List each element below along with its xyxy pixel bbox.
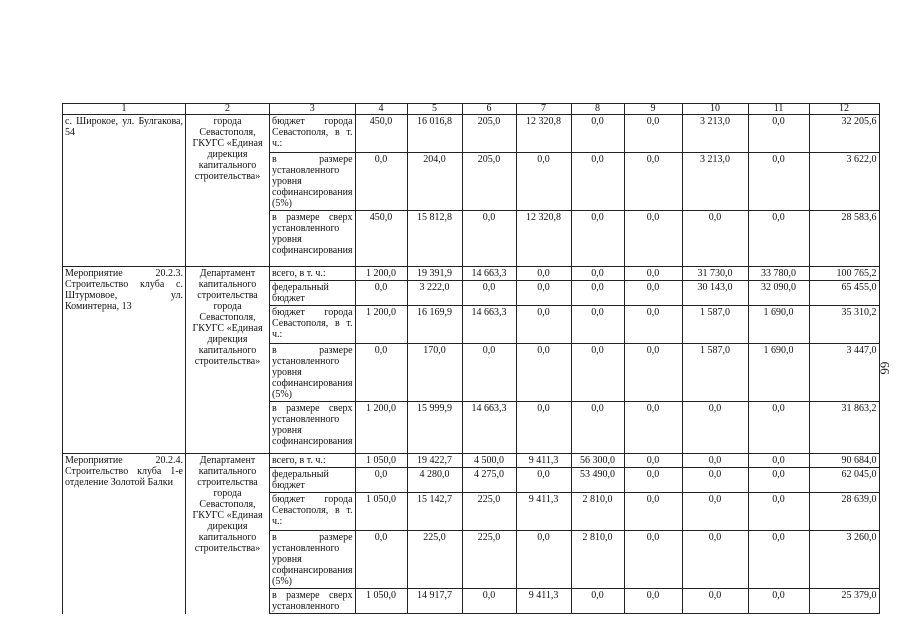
- column-header: 8: [571, 104, 624, 115]
- amount-cell: 0,0: [516, 306, 571, 344]
- table-row: [63, 454, 880, 468]
- amount-cell: 0,0: [571, 306, 624, 344]
- amount-cell: 3 213,0: [682, 153, 748, 211]
- event-name-cell: Мероприятие 20.2.3. Строительство клуба с. Штурмовое, ул. Коминтерна, 13: [63, 267, 186, 454]
- amount-cell: 450,0: [355, 115, 407, 153]
- header-row: [63, 104, 880, 115]
- amount-cell: 0,0: [571, 267, 624, 281]
- amount-cell: 1 200,0: [355, 267, 407, 281]
- amount-cell: 225,0: [462, 531, 516, 589]
- amount-cell: 14 663,3: [462, 402, 516, 454]
- amount-cell: 0,0: [571, 281, 624, 306]
- amount-cell: 3 622,0: [809, 153, 879, 211]
- amount-cell: 0,0: [748, 211, 809, 267]
- funding-source-cell: в размере сверх установленного уровня софинансирования: [270, 211, 356, 267]
- amount-cell: 0,0: [624, 115, 682, 153]
- event-name-cell: Мероприятие 20.2.4. Строительство клуба 1-е отделение Золотой Балки: [63, 454, 186, 614]
- amount-cell: 0,0: [355, 281, 407, 306]
- amount-cell: 0,0: [355, 531, 407, 589]
- amount-cell: 0,0: [682, 454, 748, 468]
- amount-cell: 9 411,3: [516, 589, 571, 614]
- amount-cell: 15 812,8: [407, 211, 462, 267]
- amount-cell: 14 917,7: [407, 589, 462, 614]
- funding-source-cell: в размере сверх установленного: [270, 589, 356, 614]
- amount-cell: 30 143,0: [682, 281, 748, 306]
- amount-cell: 31 863,2: [809, 402, 879, 454]
- executor-cell: Департамент капитального строительства города Севастополя, ГКУГС «Единая дирекция капитального строительства»: [186, 267, 270, 454]
- amount-cell: 4 275,0: [462, 468, 516, 493]
- amount-cell: 2 810,0: [571, 531, 624, 589]
- amount-cell: 19 391,9: [407, 267, 462, 281]
- amount-cell: 1 200,0: [355, 402, 407, 454]
- amount-cell: 0,0: [571, 115, 624, 153]
- amount-cell: 16 016,8: [407, 115, 462, 153]
- column-header: 9: [624, 104, 682, 115]
- amount-cell: 56 300,0: [571, 454, 624, 468]
- amount-cell: 0,0: [462, 344, 516, 402]
- amount-cell: 62 045,0: [809, 468, 879, 493]
- funding-source-cell: бюджет города Севастополя, в т. ч.:: [270, 115, 356, 153]
- funding-source-cell: всего, в т. ч.:: [270, 454, 356, 468]
- amount-cell: 32 205,6: [809, 115, 879, 153]
- amount-cell: 28 583,6: [809, 211, 879, 267]
- amount-cell: 0,0: [571, 211, 624, 267]
- amount-cell: 204,0: [407, 153, 462, 211]
- amount-cell: 12 320,8: [516, 115, 571, 153]
- amount-cell: 16 169,9: [407, 306, 462, 344]
- amount-cell: 1 200,0: [355, 306, 407, 344]
- amount-cell: 0,0: [624, 402, 682, 454]
- amount-cell: 9 411,3: [516, 454, 571, 468]
- column-header: 10: [682, 104, 748, 115]
- amount-cell: 100 765,2: [809, 267, 879, 281]
- amount-cell: 90 684,0: [809, 454, 879, 468]
- amount-cell: 65 455,0: [809, 281, 879, 306]
- amount-cell: 1 587,0: [682, 344, 748, 402]
- amount-cell: 14 663,3: [462, 306, 516, 344]
- amount-cell: 0,0: [516, 531, 571, 589]
- funding-source-cell: федеральный бюджет: [270, 281, 356, 306]
- amount-cell: 0,0: [748, 115, 809, 153]
- amount-cell: 53 490,0: [571, 468, 624, 493]
- amount-cell: 205,0: [462, 153, 516, 211]
- amount-cell: 0,0: [748, 589, 809, 614]
- funding-source-cell: в размере установленного уровня софинансирования (5%): [270, 531, 356, 589]
- column-header: 2: [186, 104, 270, 115]
- funding-source-cell: бюджет города Севастополя, в т. ч.:: [270, 306, 356, 344]
- funding-source-cell: в размере установленного уровня софинансирования (5%): [270, 344, 356, 402]
- column-header: 7: [516, 104, 571, 115]
- amount-cell: 0,0: [462, 589, 516, 614]
- amount-cell: 0,0: [624, 454, 682, 468]
- executor-cell: Департамент капитального строительства города Севастополя, ГКУГС «Единая дирекция капитального строительства»: [186, 454, 270, 614]
- amount-cell: 1 050,0: [355, 589, 407, 614]
- column-header: 4: [355, 104, 407, 115]
- amount-cell: 0,0: [571, 153, 624, 211]
- amount-cell: 0,0: [462, 211, 516, 267]
- amount-cell: 0,0: [516, 153, 571, 211]
- column-header: 12: [809, 104, 879, 115]
- amount-cell: 35 310,2: [809, 306, 879, 344]
- funding-source-cell: всего, в т. ч.:: [270, 267, 356, 281]
- amount-cell: 32 090,0: [748, 281, 809, 306]
- amount-cell: 0,0: [462, 281, 516, 306]
- table-row: [63, 115, 880, 153]
- amount-cell: 0,0: [682, 589, 748, 614]
- amount-cell: 0,0: [355, 468, 407, 493]
- amount-cell: 0,0: [624, 344, 682, 402]
- amount-cell: 0,0: [624, 267, 682, 281]
- column-header: 5: [407, 104, 462, 115]
- amount-cell: 31 730,0: [682, 267, 748, 281]
- table-row: [63, 267, 880, 281]
- amount-cell: 0,0: [624, 589, 682, 614]
- amount-cell: 3 447,0: [809, 344, 879, 402]
- amount-cell: 1 050,0: [355, 454, 407, 468]
- amount-cell: 12 320,8: [516, 211, 571, 267]
- amount-cell: 0,0: [516, 344, 571, 402]
- amount-cell: 0,0: [624, 306, 682, 344]
- amount-cell: 0,0: [624, 153, 682, 211]
- amount-cell: 4 500,0: [462, 454, 516, 468]
- amount-cell: 0,0: [682, 211, 748, 267]
- executor-cell: города Севастополя, ГКУГС «Единая дирекция капитального строительства»: [186, 115, 270, 267]
- column-header: 6: [462, 104, 516, 115]
- amount-cell: 0,0: [516, 267, 571, 281]
- funding-source-cell: в размере установленного уровня софинансирования (5%): [270, 153, 356, 211]
- amount-cell: 0,0: [516, 281, 571, 306]
- amount-cell: 225,0: [462, 493, 516, 531]
- amount-cell: 0,0: [748, 531, 809, 589]
- amount-cell: 3 213,0: [682, 115, 748, 153]
- amount-cell: 4 280,0: [407, 468, 462, 493]
- amount-cell: 0,0: [624, 281, 682, 306]
- amount-cell: 3 222,0: [407, 281, 462, 306]
- amount-cell: 0,0: [516, 402, 571, 454]
- amount-cell: 0,0: [571, 589, 624, 614]
- amount-cell: 1 690,0: [748, 306, 809, 344]
- amount-cell: 0,0: [682, 531, 748, 589]
- amount-cell: 0,0: [748, 493, 809, 531]
- event-name-cell: с. Широкое, ул. Булгакова, 54: [63, 115, 186, 267]
- amount-cell: 0,0: [355, 153, 407, 211]
- amount-cell: 0,0: [682, 468, 748, 493]
- amount-cell: 1 587,0: [682, 306, 748, 344]
- amount-cell: 450,0: [355, 211, 407, 267]
- amount-cell: 1 690,0: [748, 344, 809, 402]
- amount-cell: 1 050,0: [355, 493, 407, 531]
- amount-cell: 3 260,0: [809, 531, 879, 589]
- amount-cell: 0,0: [748, 153, 809, 211]
- amount-cell: 28 639,0: [809, 493, 879, 531]
- page-number: 66: [877, 361, 893, 375]
- amount-cell: 0,0: [682, 402, 748, 454]
- amount-cell: 14 663,3: [462, 267, 516, 281]
- amount-cell: 0,0: [624, 211, 682, 267]
- amount-cell: 15 999,9: [407, 402, 462, 454]
- column-header: 3: [270, 104, 356, 115]
- amount-cell: 15 142,7: [407, 493, 462, 531]
- amount-cell: 0,0: [748, 468, 809, 493]
- budget-table: [62, 103, 880, 614]
- amount-cell: 0,0: [624, 468, 682, 493]
- amount-cell: 0,0: [516, 468, 571, 493]
- amount-cell: 0,0: [748, 454, 809, 468]
- amount-cell: 2 810,0: [571, 493, 624, 531]
- column-header: 11: [748, 104, 809, 115]
- funding-source-cell: в размере сверх установленного уровня софинансирования: [270, 402, 356, 454]
- amount-cell: 0,0: [624, 493, 682, 531]
- amount-cell: 0,0: [682, 493, 748, 531]
- amount-cell: 0,0: [571, 402, 624, 454]
- amount-cell: 170,0: [407, 344, 462, 402]
- amount-cell: 225,0: [407, 531, 462, 589]
- amount-cell: 9 411,3: [516, 493, 571, 531]
- amount-cell: 0,0: [571, 344, 624, 402]
- amount-cell: 0,0: [748, 402, 809, 454]
- column-header: 1: [63, 104, 186, 115]
- amount-cell: 33 780,0: [748, 267, 809, 281]
- funding-source-cell: бюджет города Севастополя, в т. ч.:: [270, 493, 356, 531]
- funding-source-cell: федеральный бюджет: [270, 468, 356, 493]
- amount-cell: 205,0: [462, 115, 516, 153]
- amount-cell: 0,0: [355, 344, 407, 402]
- amount-cell: 19 422,7: [407, 454, 462, 468]
- amount-cell: 25 379,0: [809, 589, 879, 614]
- amount-cell: 0,0: [624, 531, 682, 589]
